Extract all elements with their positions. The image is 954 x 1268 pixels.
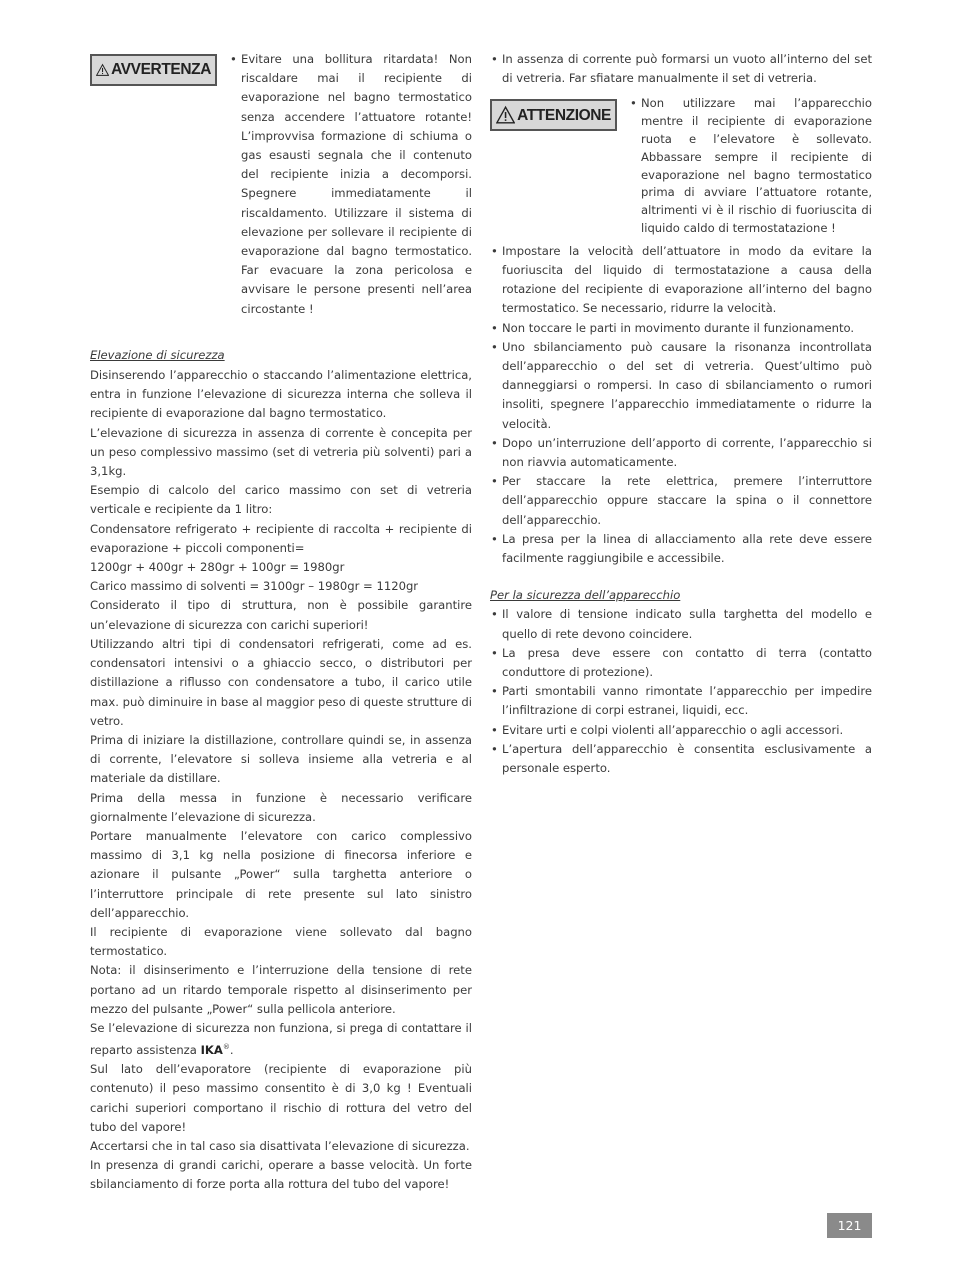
paragraph: Nota: il disinserimento e l’interruzione della tensione di rete portano ad un ritardo temporale rispetto al disinserimento per mezzo del pulsante „Power“ sulla pellicola anteriore. bbox=[90, 963, 472, 1016]
section-title-device-safety: Per la sicurezza dell’apparecchio bbox=[490, 588, 681, 603]
warning-list bbox=[229, 50, 472, 319]
assistance-end: . bbox=[229, 1043, 234, 1058]
brand-name: IKA bbox=[200, 1043, 223, 1058]
paragraph: Condensatore refrigerato + recipiente di raccolta + recipiente di evaporazione + piccoli componenti= bbox=[90, 521, 472, 555]
paragraph: Disinserendo l’apparecchio o staccando l’alimentazione elettrica, entra in funzione l’elevazione di sicurezza interna che solleva il recipiente di evaporazione dal bagno termostatico. bbox=[90, 368, 472, 421]
operation-safety-list bbox=[490, 242, 872, 568]
caution-block bbox=[490, 95, 872, 237]
list-item: • Il valore di tensione indicato sulla targhetta del modello e quello di rete devono coincidere. bbox=[490, 605, 872, 643]
safety-lift-text-end bbox=[90, 1060, 472, 1194]
paragraph: Portare manualmente l’elevatore con carico complessivo massimo di 3,1 kg nella posizione di finecorsa inferiore e azionare il pulsante „Power“ sulla targhetta anteriore o l’interruttore principale di rete presente sul lato sinistro dell’apparecchio. bbox=[90, 828, 472, 920]
warning-label: AVVERTENZA bbox=[111, 61, 211, 79]
page-number: 121 bbox=[827, 1213, 872, 1238]
warning-block bbox=[90, 50, 472, 319]
paragraph: Carico massimo di solventi = 3100gr – 1980gr = 1120gr bbox=[90, 579, 419, 594]
paragraph: Accertarsi che in tal caso sia disattivata l’elevazione di sicurezza. bbox=[90, 1139, 470, 1154]
caution-text: • Non utilizzare mai l’apparecchio mentre il recipiente di evaporazione ruota e l’elevatore è sollevato. Abbassare sempre il recipiente di evaporazione nel bagno termostatico prima di avviare l’attuatore rotante, altrimenti vi è il rischio di fuoriuscita di liquido caldo di termostatazione ! bbox=[629, 95, 872, 237]
paragraph: Prima di iniziare la distillazione, controllare quindi se, in assenza di corrente, l’elevatore si solleva insieme alla vetreria e al materiale da distillare. bbox=[90, 732, 472, 786]
list-item: • Parti smontabili vanno rimontate l’apparecchio per impedire l’infiltrazione di corpi estranei, liquidi, ecc. bbox=[490, 682, 872, 720]
section-title-safety-lift: Elevazione di sicurezza bbox=[90, 347, 225, 362]
warning-triangle-icon bbox=[496, 105, 515, 125]
paragraph: Esempio di calcolo del carico massimo con set di vetreria verticale e recipiente da 1 litro: bbox=[90, 483, 472, 517]
paragraph: In presenza di grandi carichi, operare a basse velocità. Un forte sbilanciamento di forze porta alla rottura del tubo del vapore! bbox=[90, 1158, 472, 1192]
list-item: • La presa deve essere con contatto di terra (contatto conduttore di protezione). bbox=[490, 644, 872, 682]
list-item: • Per staccare la rete elettrica, premere l’interruttore dell’apparecchio oppure staccare la spina o il connettore dell’apparecchio. bbox=[490, 472, 872, 530]
list-item: • Impostare la velocità dell’attuatore in modo da evitare la fuoriuscita del liquido di termostatazione a causa della rotazione del recipiente di evaporazione all’interno del bagno termostatico. Se necessario, ridurre la velocità. bbox=[490, 242, 872, 319]
list-item: • La presa per la linea di allacciamento alla rete deve essere facilmente raggiungibile e accessibile. bbox=[490, 530, 872, 568]
device-safety-list bbox=[490, 605, 872, 778]
list-item: • Non toccare le parti in movimento durante il funzionamento. bbox=[490, 319, 872, 338]
assistance-text: Se l’elevazione di sicurezza non funziona, si prega di contattare il reparto assistenza bbox=[90, 1020, 472, 1058]
paragraph: Il recipiente di evaporazione viene sollevato dal bagno termostatico. bbox=[90, 924, 472, 959]
paragraph: Sul lato dell’evaporatore (recipiente di evaporazione più contenuto) il peso massimo consentito è di 3,0 kg ! Eventuali carichi superiori comportano il rischio di rottura del vetro del tubo del vapore! bbox=[90, 1062, 472, 1134]
right-column bbox=[490, 50, 872, 778]
list-item: • L’apertura dell’apparecchio è consentita esclusivamente a personale esperto. bbox=[490, 740, 872, 778]
power-failure-list bbox=[490, 50, 872, 88]
safety-lift-text bbox=[90, 366, 472, 1019]
warning-text: • Evitare una bollitura ritardata! Non riscaldare mai il recipiente di evaporazione nel bagno termostatico senza accendere l’attuatore rotante! L’improvvisa formazione di schiuma o gas esausti segnala che il contenuto del recipiente inizia a decomporsi. Spegnere immediatamente il riscaldamento. Utilizzare il sistema di elevazione per sollevare il recipiente di evaporazione dal bagno termostatico. Far evacuare la zona pericolosa e avvisare le persone presenti nell’area circostante ! bbox=[229, 50, 472, 319]
caution-label: ATTENZIONE bbox=[517, 106, 611, 124]
left-column bbox=[90, 50, 472, 1195]
list-item: • Uno sbilanciamento può causare la risonanza incontrollata dell’apparecchio o del set di vetreria. Quest’ultimo può danneggiarsi o rompersi. In caso di sbilanciamento o rumori insoliti, spegnere l’apparecchio immediatamente o ridurre la velocità. bbox=[490, 338, 872, 434]
paragraph: Utilizzando altri tipi di condensatori refrigerati, come ad es. condensatori intensivi o a ghiaccio secco, o distributori per distillazione a riflusso con condensatore a tubo, il carico utile max. può diminuire in base al maggior peso di queste strutture di vetro. bbox=[90, 636, 472, 728]
paragraph: 1200gr + 400gr + 280gr + 100gr = 1980gr bbox=[90, 560, 345, 575]
warning-triangle-icon bbox=[96, 60, 109, 80]
list-item: • Evitare urti e colpi violenti all’apparecchio o agli accessori. bbox=[490, 721, 872, 740]
paragraph: L’elevazione di sicurezza in assenza di corrente è concepita per un peso complessivo massimo (set di vetreria più solventi) pari a 3,1kg. bbox=[90, 425, 472, 479]
registered-mark: ® bbox=[222, 1043, 230, 1052]
paragraph: Considerato il tipo di struttura, non è possibile garantire un’elevazione di sicurezza con carichi superiori! bbox=[90, 598, 472, 632]
caution-list bbox=[629, 95, 872, 237]
assistance-paragraph bbox=[90, 1019, 472, 1060]
power-failure-note: • In assenza di corrente può formarsi un vuoto all’interno del set di vetreria. Far sfiatare manualmente il set di vetreria. bbox=[490, 50, 872, 88]
warning-badge bbox=[90, 54, 217, 86]
list-item: • Dopo un’interruzione dell’apporto di corrente, l’apparecchio si non riavvia automaticamente. bbox=[490, 434, 872, 472]
paragraph: Prima della messa in funzione è necessario verificare giornalmente l’elevazione di sicurezza. bbox=[90, 790, 472, 824]
caution-badge bbox=[490, 99, 617, 131]
